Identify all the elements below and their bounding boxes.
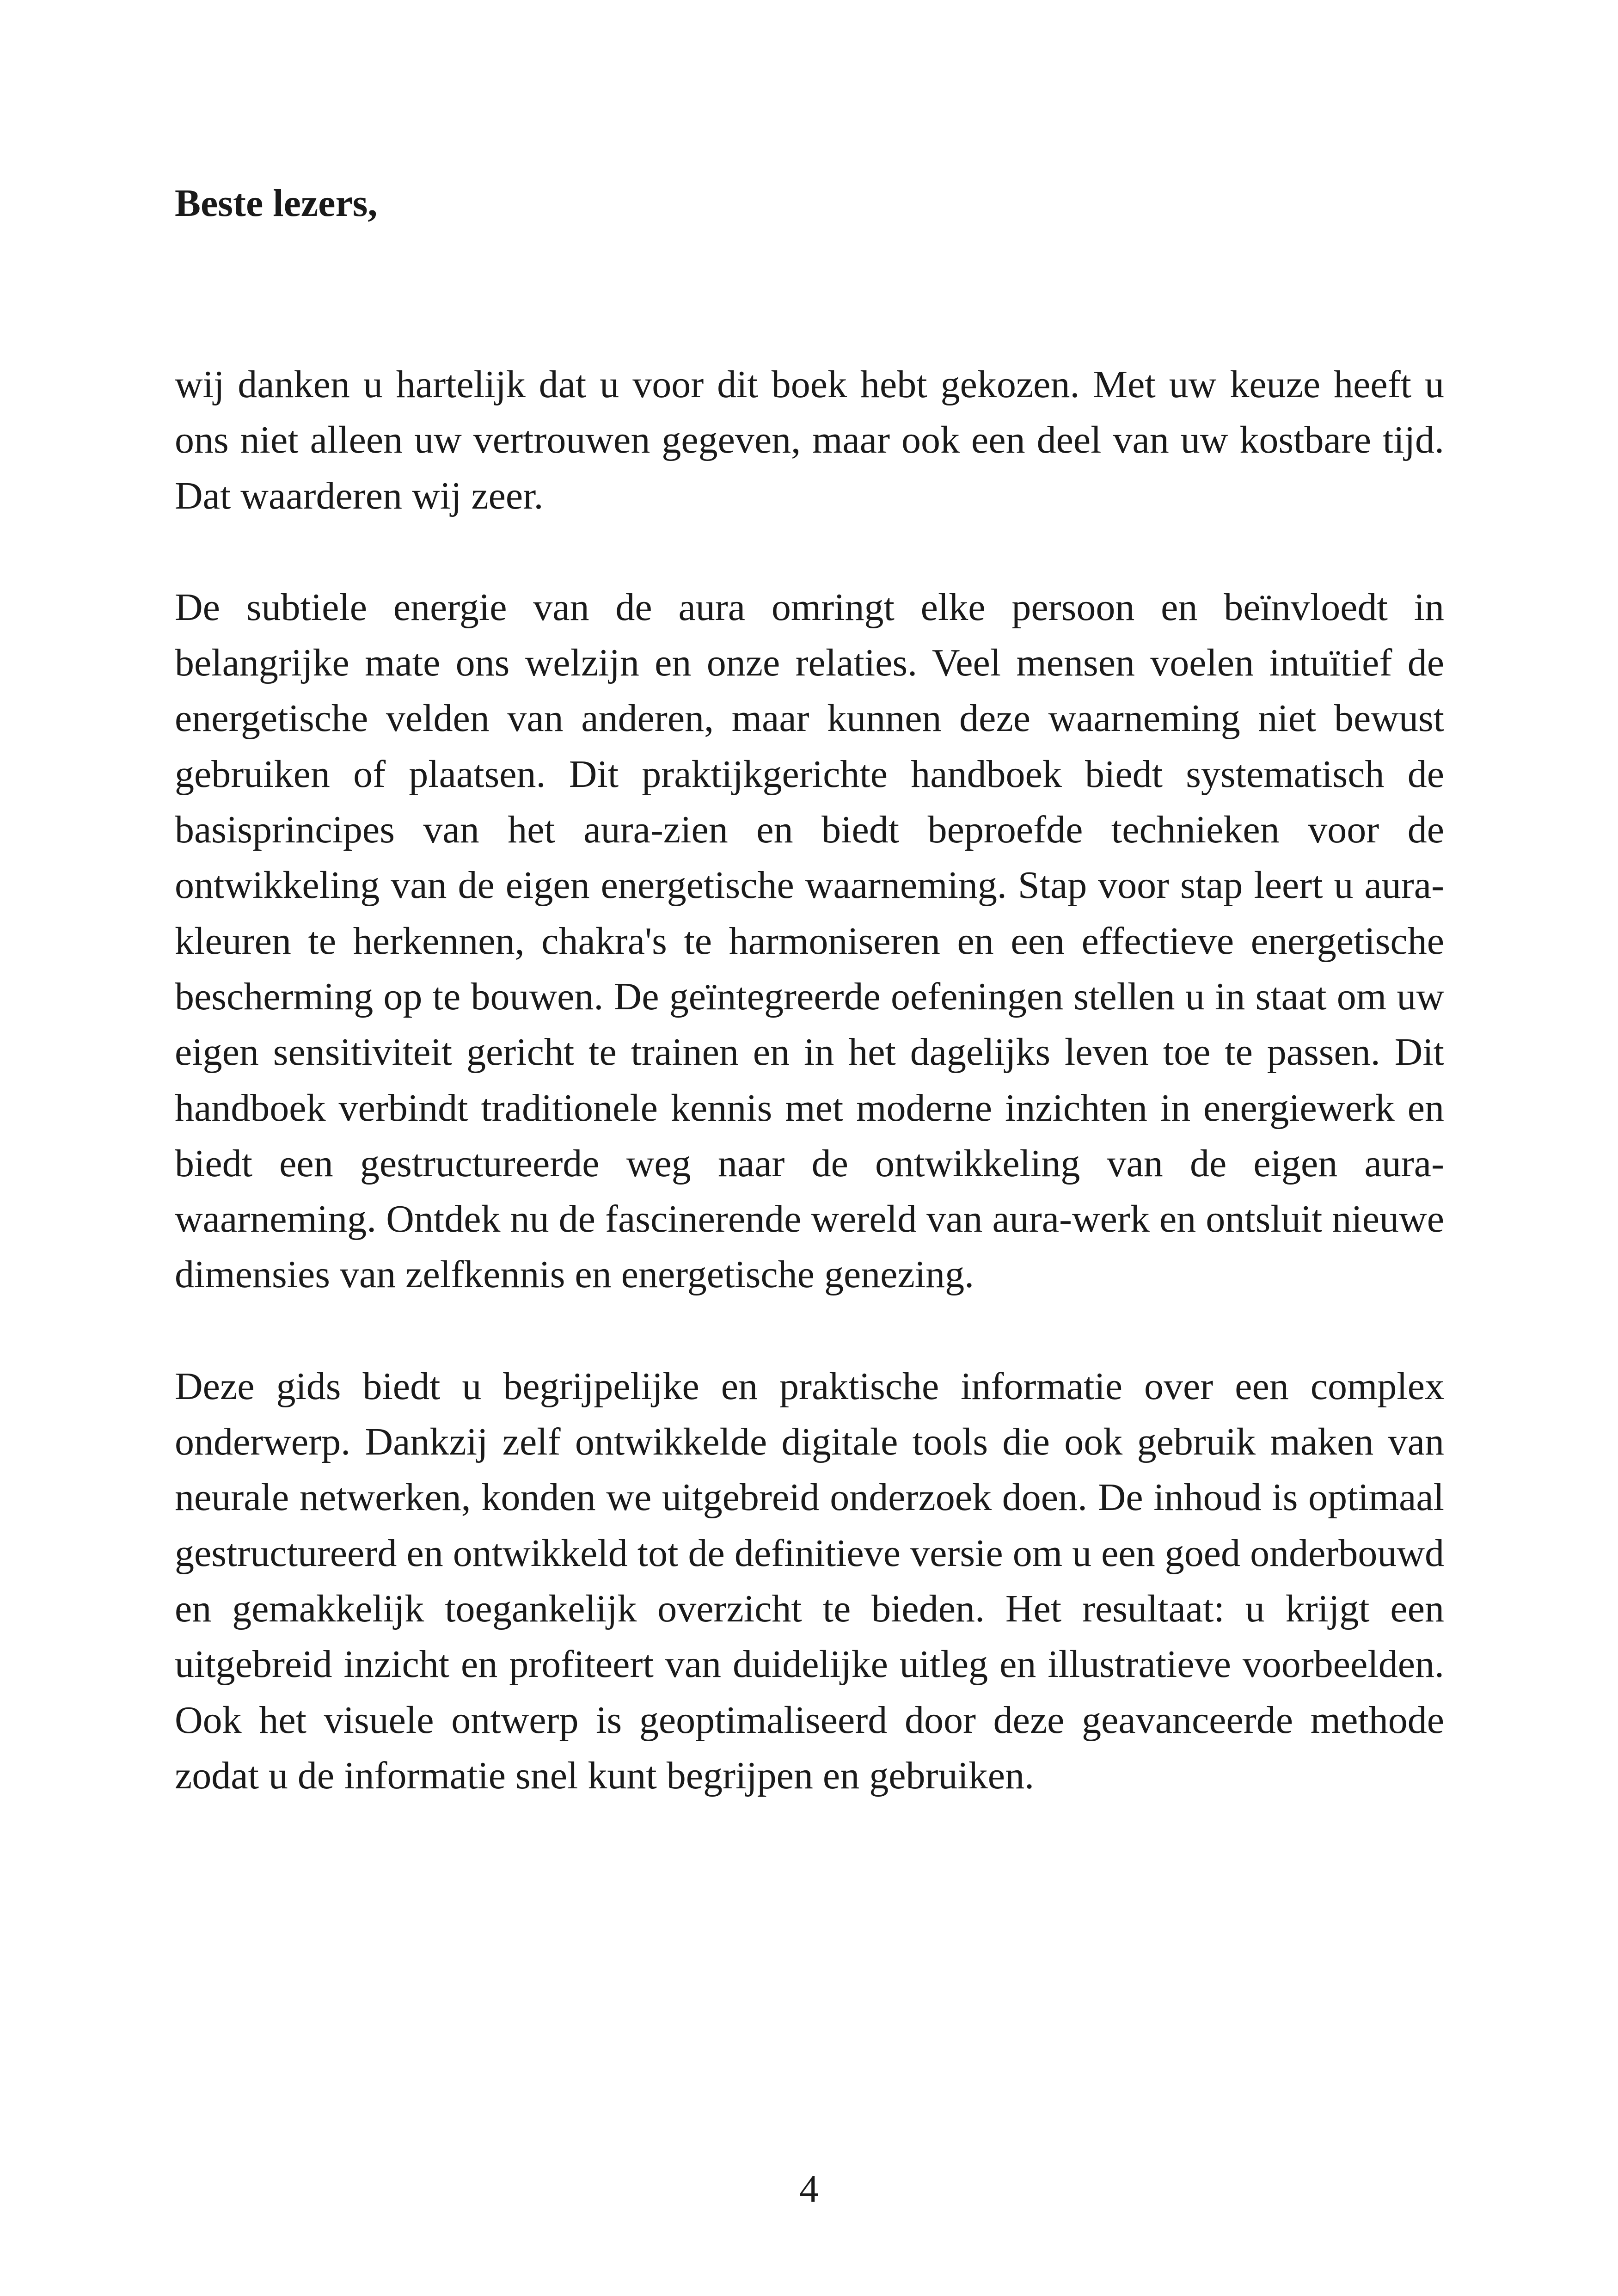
page-content [175,176,1444,1860]
page-number: 4 [799,2167,819,2210]
paragraph-guide: Deze gids biedt u begrijpelijke en praktische informatie over een complex onderwerp. Dankzij zelf ontwikkelde digitale tools die ook gebruik maken van neurale netwerken, konden we uitgebreid onderzoek doen. De inhoud is optimaal gestructureerd en ontwikkeld tot de definitieve versie om u een goed onderbouwd en gemakkelijk toegankelijk overzicht te bieden. Het resultaat: u krijgt een uitgebreid inzicht en profiteert van duidelijke uitleg en illustratieve voorbeelden. Ook het visuele ontwerp is geoptimaliseerd door deze geavanceerde methode zodat u de informatie snel kunt begrijpen en gebruiken. [175,1364,1444,1797]
salutation-heading: Beste lezers, [175,182,378,225]
paragraph-aura: De subtiele energie van de aura omringt elke persoon en beïnvloedt in belangrijke mate ons welzijn en onze relaties. Veel mensen voelen intuïtief de energetische velden van anderen, maar kunnen deze waarneming niet bewust gebruiken of plaatsen. Dit praktijkgerichte handboek biedt systematisch de basisprincipes van het aura-zien en biedt beproefde technieken voor de ontwikkeling van de eigen energetische waarneming. Stap voor stap leert u aura-kleuren te herkennen, chakra's te harmoniseren en een effectieve energetische bescherming op te bouwen. De geïntegreerde oefeningen stellen u in staat om uw eigen sensitiviteit gericht te trainen en in het dagelijks leven toe te passen. Dit handboek verbindt traditionele kennis met moderne inzichten in energiewerk en biedt een gestructureerde weg naar de ontwikkeling van de eigen aura-waarneming. Ontdek nu de fascinerende wereld van aura-werk en ontsluit nieuwe dimensies van zelfkennis en energetische genezing. [175,585,1444,1296]
paragraph-intro: wij danken u hartelijk dat u voor dit boek hebt gekozen. Met uw keuze heeft u ons niet alleen uw vertrouwen gegeven, maar ook een deel van uw kostbare tijd. Dat waarderen wij zeer. [175,363,1444,517]
